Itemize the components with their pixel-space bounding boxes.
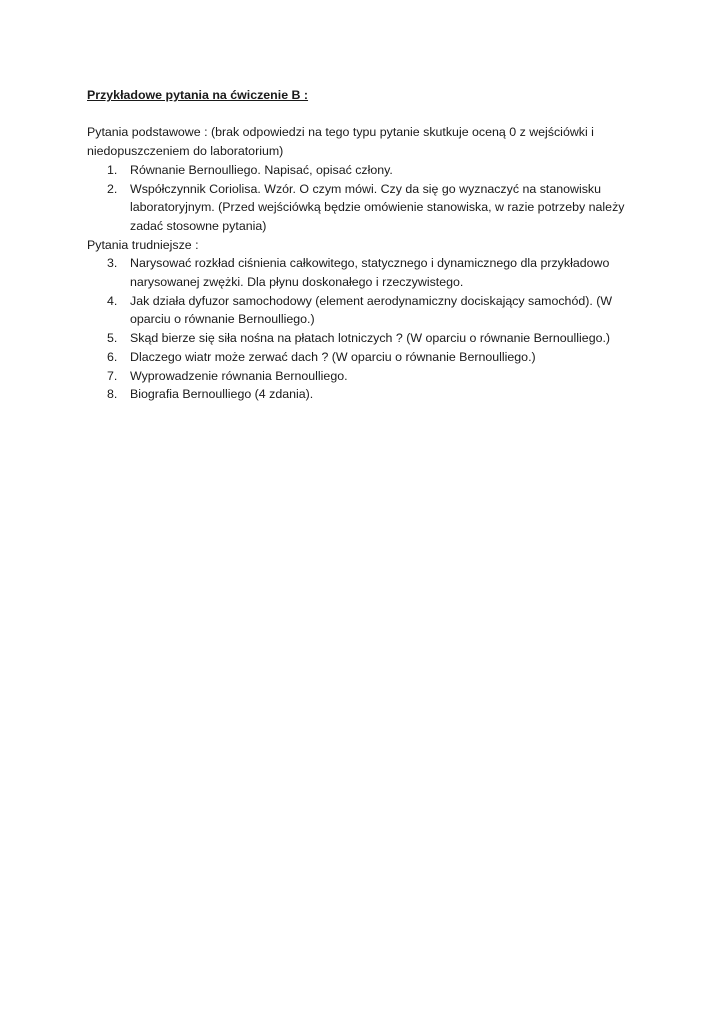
list-item-number: 8. — [107, 387, 118, 402]
hard-questions-intro: Pytania trudniejsze : — [87, 237, 199, 252]
list-item — [87, 254, 647, 291]
list-item-text: Równanie Bernoulliego. Napisać, opisać człony. — [130, 162, 393, 177]
document-heading: Przykładowe pytania na ćwiczenie B : — [87, 88, 309, 102]
basic-questions-list — [87, 161, 647, 236]
list-item-number: 2. — [107, 181, 118, 196]
list-item — [87, 348, 647, 367]
list-item — [87, 292, 647, 329]
list-item-number: 7. — [107, 368, 118, 383]
list-item-number: 3. — [107, 256, 118, 271]
list-item-number: 5. — [107, 331, 118, 346]
basic-questions-intro: Pytania podstawowe : (brak odpowiedzi na tego typu pytanie skutkuje oceną 0 z wejściówki i niedopuszczeniem do laboratorium) — [87, 125, 594, 159]
hard-questions-list — [87, 254, 647, 404]
list-item-number: 1. — [107, 162, 118, 177]
list-item-text: Współczynnik Coriolisa. Wzór. O czym mówi. Czy da się go wyznaczyć na stanowisku laboratoryjnym. (Przed wejściówką będzie omówienie stanowiska, w razie potrzeby należy zadać stosowne pytania) — [130, 181, 625, 233]
list-item-number: 6. — [107, 349, 118, 364]
list-item-text: Narysować rozkład ciśnienia całkowitego, statycznego i dynamicznego dla przykładowo narysowanej zwężki. Dla płynu doskonałego i rzeczywistego. — [130, 256, 610, 290]
list-item-number: 4. — [107, 293, 118, 308]
list-item — [87, 329, 647, 348]
list-item-text: Wyprowadzenie równania Bernoulliego. — [130, 368, 348, 383]
list-item-text: Dlaczego wiatr może zerwać dach ? (W oparciu o równanie Bernoulliego.) — [130, 349, 536, 364]
list-item-text: Skąd bierze się siła nośna na płatach lotniczych ? (W oparciu o równanie Bernoulliego.) — [130, 331, 611, 346]
document-body — [87, 86, 647, 404]
list-item — [87, 385, 647, 404]
list-item-text: Biografia Bernoulliego (4 zdania). — [130, 387, 314, 402]
list-item — [87, 367, 647, 386]
list-item — [87, 180, 647, 236]
list-item — [87, 161, 647, 180]
blank-line — [87, 105, 647, 124]
list-item-text: Jak działa dyfuzor samochodowy (element aerodynamiczny dociskający samochód). (W oparciu o równanie Bernoulliego.) — [130, 293, 613, 327]
